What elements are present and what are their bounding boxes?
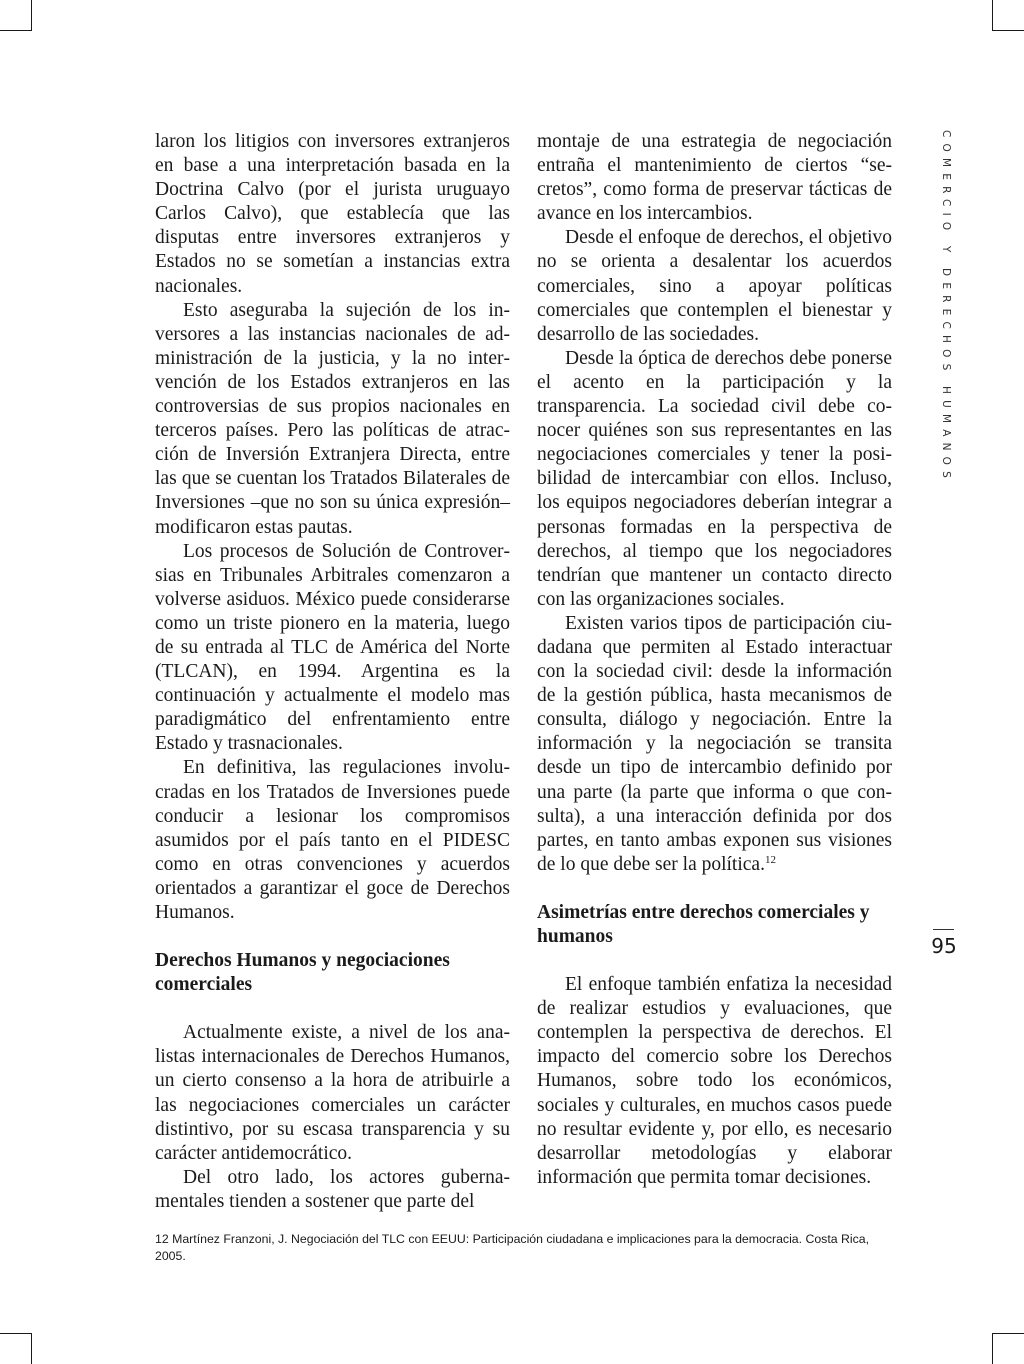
crop-mark xyxy=(31,0,32,31)
section-heading: Derechos Humanos y negociaciones comerciales xyxy=(155,950,450,996)
crop-mark xyxy=(993,1333,1024,1334)
footnote-reference[interactable]: 12 xyxy=(764,853,776,866)
page-number-rule xyxy=(933,929,954,930)
paragraph: Esto aseguraba la sujeción de los inversores a las instancias nacionales de administración de la justicia, y la no intervención de los Estados extranjeros en las controversias de sus propios nacionales en terceros países. Pero las políticas de atracción de Inversión Extranjera Directa, entre las que se cuentan los Tratados Bilaterales de Inversiones –que no son su única expresión–modificaron estas pautas. xyxy=(155,299,510,538)
crop-mark xyxy=(993,30,1024,31)
footnote: 12 Martínez Franzoni, J. Negociación del TLC con EEUU: Participación ciudadana e implicaciones para la democracia. Costa Rica, 2005. xyxy=(155,1232,870,1263)
right-column xyxy=(537,130,892,1190)
crop-mark xyxy=(992,0,993,31)
crop-mark xyxy=(31,1333,32,1364)
crop-mark xyxy=(992,1333,993,1364)
running-header: COMERCIO Y DERECHOS HUMANOS xyxy=(940,130,952,484)
paragraph: Desde la óptica de derechos debe ponerse el acento en la participación y la transparencia. La sociedad civil debe conocer quiénes son sus representantes en las negociaciones comerciales y tener la posibilidad de intercambiar con ellos. Incluso, los equipos negociadores deberían integrar a personas formadas en la perspectiva de derechos, al tiempo que los negociadores tendrían que mantener un contacto directo con las organizaciones sociales. xyxy=(537,347,892,610)
paragraph-text: Existen varios tipos de participación ciudadana que permiten al Estado interactuar con la sociedad civil: desde la información de la gestión pública, hasta mecanismos de consulta, diálogo y negociación. Entre la información y la negociación se transita desde un tipo de intercambio definido por una parte (la parte que informa o que consulta), a una interacción definida por dos partes, en tanto ambas exponen sus visiones de lo que debe ser la política. xyxy=(537,612,892,875)
paragraph: Del otro lado, los actores gubernamentales tienden a sostener que parte del xyxy=(155,1166,510,1212)
page-number: 95 xyxy=(931,934,957,958)
paragraph: El enfoque también enfatiza la necesidad de realizar estudios y evaluaciones, que contemplen la perspectiva de derechos. El impacto del comercio sobre los Derechos Humanos, sobre todo los económicos, sociales y culturales, en muchos casos puede no resultar evidente y, por ello, es necesario desarrollar metodologías y elaborar información que permita tomar decisiones. xyxy=(537,974,892,1188)
paragraph: Actualmente existe, a nivel de los analistas internacionales de Derechos Humanos, un cierto consenso a la hora de atribuirle a las negociaciones comerciales un carácter distintivo, por su escasa transparencia y su carácter antidemocrático. xyxy=(155,1022,510,1164)
paragraph: montaje de una estrategia de negociación entraña el mantenimiento de ciertos “secretos”, como forma de preservar tácticas de avance en los intercambios. xyxy=(537,131,892,225)
crop-mark xyxy=(0,1333,31,1334)
paragraph: Los procesos de Solución de Controversias en Tribunales Arbitrales comenzaron a volverse asiduos. México puede considerarse como un triste pionero en la materia, luego de su entrada al TLC de América del Norte (TLCAN), en 1994. Argentina es la continuación y actualmente el modelo mas paradigmático del enfrentamiento entre Estado y trasnacionales. xyxy=(155,540,510,755)
paragraph xyxy=(537,612,892,877)
section-heading: Asimetrías entre derechos comerciales y humanos xyxy=(537,901,870,947)
paragraph: Desde el enfoque de derechos, el objetivo no se orienta a desalentar los acuerdos comerciales, sino a apoyar políticas comerciales que contemplen el bienestar y desarrollo de las sociedades. xyxy=(537,227,892,345)
left-column xyxy=(155,130,510,1214)
paragraph: En definitiva, las regulaciones involucradas en los Tratados de Inversiones puede conducir a lesionar los compromisos asumidos por el país tanto en el PIDESC como en otras convenciones y acuerdos orientados a garantizar el goce de Derechos Humanos. xyxy=(155,757,510,923)
paragraph: laron los litigios con inversores extranjeros en base a una interpretación basada en la Doctrina Calvo (por el jurista uruguayo Carlos Calvo), que establecía que las disputas entre inversores extranjeros y Estados no se sometían a instancias extra nacionales. xyxy=(155,131,510,297)
crop-mark xyxy=(0,30,31,31)
